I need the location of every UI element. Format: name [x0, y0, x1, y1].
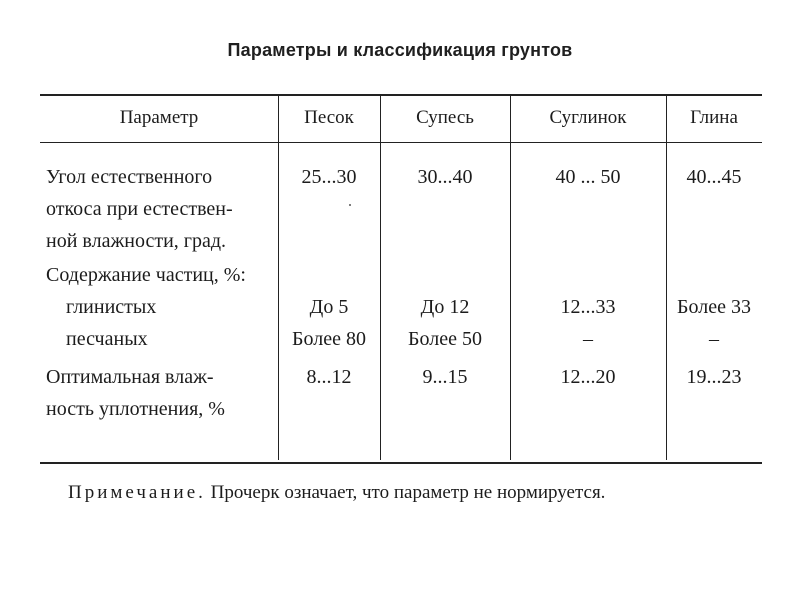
row-slope-label-line-2: откоса при естествен-: [46, 198, 233, 220]
row-particles-label: Содержание частиц, %:: [46, 264, 246, 286]
moisture-sand-value: 8...12: [306, 366, 352, 388]
clay-content-loam-value: 12...33: [560, 296, 616, 318]
slope-sandy-loam-value: 30...40: [417, 166, 473, 188]
column-divider-2: [380, 94, 381, 460]
table-title: Параметры и классификация грунтов: [227, 40, 573, 60]
row-slope-label-line-3: ной влажности, град.: [46, 230, 227, 252]
header-parameter: Параметр: [119, 107, 199, 128]
column-divider-3: [510, 94, 511, 460]
header-loam: Суглинок: [549, 107, 627, 128]
sand-content-sandy-loam-value: Более 50: [408, 328, 482, 350]
header-clay: Глина: [690, 107, 738, 128]
sand-content-sand-value: Более 80: [292, 328, 366, 350]
header-sandy-loam: Супесь: [416, 107, 474, 128]
moisture-sandy-loam-value: 9...15: [422, 366, 468, 388]
sand-content-loam-value: –: [583, 328, 593, 350]
sand-content-clay-value: –: [709, 328, 719, 350]
header-sand: Песок: [304, 107, 354, 128]
footnote-text: Прочерк означает, что параметр не нормируется.: [205, 482, 606, 503]
slope-clay-value: 40...45: [686, 166, 742, 188]
header-divider: [40, 142, 762, 143]
moisture-loam-value: 12...20: [560, 366, 616, 388]
clay-content-sandy-loam-value: До 12: [420, 296, 470, 318]
moisture-clay-value: 19...23: [686, 366, 742, 388]
row-moisture-label-line-1: Оптимальная влаж-: [46, 366, 214, 388]
table-footnote: [68, 482, 605, 504]
clay-content-sand-value: До 5: [309, 296, 349, 318]
column-divider-1: [278, 94, 279, 460]
row-slope-label-line-1: Угол естественного: [46, 166, 213, 188]
scan-speck: [349, 204, 351, 206]
row-particles-sand-label: песчаных: [66, 328, 148, 350]
slope-sand-value: 25...30: [301, 166, 357, 188]
row-moisture-label-line-2: ность уплотнения, %: [46, 398, 225, 420]
clay-content-clay-value: Более 33: [677, 296, 751, 318]
slope-loam-value: 40 ... 50: [555, 166, 621, 188]
row-particles-clay-label: глинистых: [66, 296, 157, 318]
column-divider-4: [666, 94, 667, 460]
footnote-label: Примечание.: [68, 482, 206, 503]
